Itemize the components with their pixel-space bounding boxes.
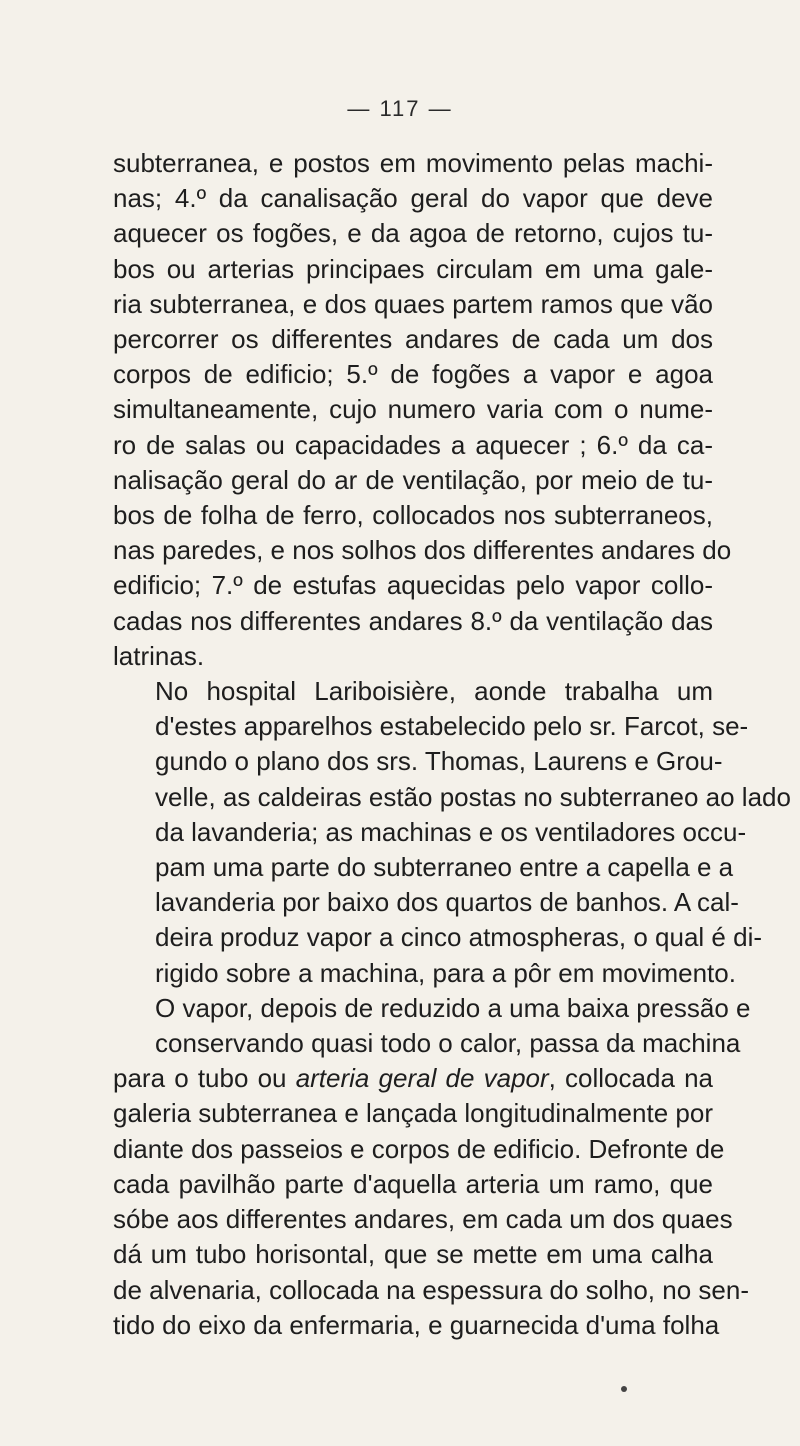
text-line: conservando quasi todo o calor, passa da machina [155,1028,741,1059]
text-line: aquecer os fogões, e da agoa de retorno, cujos tu- [113,218,713,249]
text-line: ria subterranea, e dos quaes partem ramos que vão [113,288,713,319]
text-line: ro de salas ou capacidades a aquecer ; 6.º da ca- [113,429,713,460]
text-line: deira produz vapor a cinco atmospheras, o qual é di- [155,922,763,953]
text-segment: , collocada na [548,1063,713,1094]
text-line: corpos de edificio; 5.º de fogões a vapor e agoa [113,359,713,390]
text-line: percorrer os differentes andares de cada um dos [113,324,713,355]
text-line: latrinas. [113,640,205,671]
text-line: bos de folha de ferro, collocados nos subterraneos, [113,500,713,531]
italic-term: arteria geral de vapor [295,1063,549,1094]
text-line: nas paredes, e nos solhos dos differentes andares do [113,535,732,566]
text-line: gundo o plano dos srs. Thomas, Laurens e Grou- [155,746,723,777]
ink-dot [621,1386,627,1392]
text-line: galeria subterranea e lançada longitudinalmente por [113,1098,713,1129]
page-number-header: — 117 — [347,96,453,121]
text-line: nalisação geral do ar de ventilação, por meio de tu- [113,464,713,495]
text-line: sóbe aos differentes andares, em cada um dos quaes [113,1204,733,1235]
text-segment: para o tubo ou [113,1063,296,1094]
text-line: cada pavilhão parte d'aquella arteria um ramo, que [113,1168,713,1199]
text-line: cadas nos differentes andares 8.º da ventilação das [113,605,713,636]
text-line: de alvenaria, collocada na espessura do solho, no sen- [113,1274,749,1305]
text-line-with-italic [113,1061,713,1096]
text-line: edificio; 7.º de estufas aquecidas pelo vapor collo- [113,570,713,601]
body-text [113,146,791,1343]
text-line: rigido sobre a machina, para a pôr em movimento. [155,957,736,988]
text-line: No hospital Lariboisière, aonde trabalha um [155,676,713,707]
text-line: diante dos passeios e corpos de edificio. Defronte de [113,1133,725,1164]
text-line: subterranea, e postos em movimento pelas machi- [113,148,713,178]
text-line: pam uma parte do subterraneo entre a capella e a [155,852,734,883]
text-line: nas; 4.º da canalisação geral do vapor que deve [113,183,713,214]
text-line: tido do eixo da enfermaria, e guarnecida d'uma folha [113,1309,720,1340]
text-line: O vapor, depois de reduzido a uma baixa pressão e [155,992,751,1023]
text-line: lavanderia por baixo dos quartos de banhos. A cal- [155,887,739,918]
text-line: da lavanderia; as machinas e os ventiladores occu- [155,816,747,847]
text-line: velle, as caldeiras estão postas no subterraneo ao lado [155,781,791,812]
text-line: d'estes apparelhos estabelecido pelo sr. Farcot, se- [155,711,749,742]
text-line: simultaneamente, cujo numero varia com o nume- [113,394,713,425]
text-line: dá um tubo horisontal, que se mette em uma calha [113,1239,713,1270]
paragraph-1 [113,146,732,674]
text-line: bos ou arterias principaes circulam em uma gale- [113,253,713,284]
paragraph-2 [113,674,791,1343]
